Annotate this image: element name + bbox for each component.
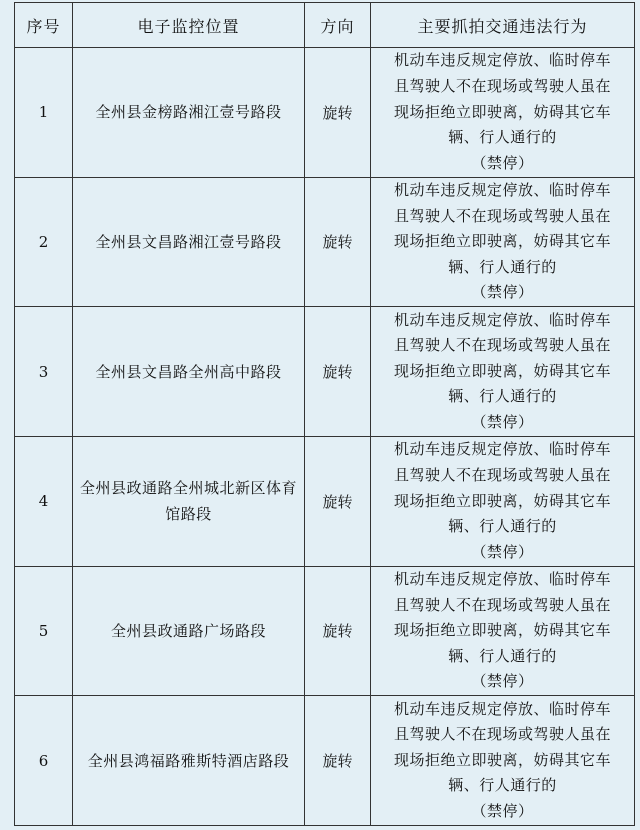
cell-direction: 旋转 [305,696,371,826]
violation-line: 机动车违反规定停放、临时停车 [393,181,611,199]
violation-line: 现场拒绝立即驶离，妨碍其它车 [393,361,611,380]
cell-no: 1 [15,48,73,178]
violation-line: 辆、行人通行的 [448,646,557,665]
violation-line: 辆、行人通行的 [448,387,557,406]
table-row [15,307,635,437]
violation-line: 且驾驶人不在现场或驾驶人虽在 [393,595,611,614]
violation-line: 机动车违反规定停放、临时停车 [393,569,611,588]
violation-line: 且驾驶人不在现场或驾驶人虽在 [393,336,611,355]
cell-direction: 旋转 [305,566,371,696]
violation-line: 机动车违反规定停放、临时停车 [393,699,611,718]
violation-line: 机动车违反规定停放、临时停车 [393,310,611,329]
violation-note: （禁停） [471,153,534,172]
table-row [15,177,635,307]
violation-note: （禁停） [471,672,534,691]
cell-location: 全州县金榜路湘江壹号路段 [73,48,305,178]
violation-note: （禁停） [471,413,534,432]
header-direction: 方向 [305,3,371,48]
cell-direction: 旋转 [305,307,371,437]
table-row [15,696,635,826]
violation-note: （禁停） [471,542,534,561]
enforcement-table [14,2,635,826]
cell-direction: 旋转 [305,177,371,307]
violation-line: 辆、行人通行的 [448,128,557,147]
cell-direction: 旋转 [305,436,371,566]
violation-line: 机动车违反规定停放、临时停车 [393,51,611,70]
violation-note: （禁停） [471,283,534,302]
cell-no: 2 [15,177,73,307]
cell-no: 5 [15,566,73,696]
table-row [15,436,635,566]
violation-line: 现场拒绝立即驶离，妨碍其它车 [393,621,611,640]
violation-line: 现场拒绝立即驶离，妨碍其它车 [393,491,611,510]
cell-no: 4 [15,436,73,566]
cell-no: 6 [15,696,73,826]
header-row [15,3,635,48]
violation-line: 现场拒绝立即驶离，妨碍其它车 [393,102,611,121]
violation-line: 且驾驶人不在现场或驾驶人虽在 [393,76,611,95]
violation-line: 且驾驶人不在现场或驾驶人虽在 [393,725,611,744]
cell-location: 全州县政通路全州城北新区体育馆路段 [73,436,305,566]
cell-no: 3 [15,307,73,437]
cell-direction: 旋转 [305,48,371,178]
cell-location: 全州县文昌路全州高中路段 [73,307,305,437]
cell-violation [371,436,635,566]
violation-note: （禁停） [471,802,534,821]
violation-line: 机动车违反规定停放、临时停车 [393,440,611,459]
cell-violation [371,177,635,307]
violation-line: 辆、行人通行的 [448,257,557,276]
cell-location: 全州县文昌路湘江壹号路段 [73,177,305,307]
header-no: 序号 [15,3,73,48]
violation-line: 现场拒绝立即驶离，妨碍其它车 [393,750,611,769]
cell-violation [371,307,635,437]
cell-location: 全州县政通路广场路段 [73,566,305,696]
cell-violation [371,696,635,826]
violation-line: 且驾驶人不在现场或驾驶人虽在 [393,206,611,225]
table-row [15,566,635,696]
violation-line: 现场拒绝立即驶离，妨碍其它车 [393,232,611,251]
table-row [15,48,635,178]
header-location: 电子监控位置 [73,3,305,48]
violation-line: 且驾驶人不在现场或驾驶人虽在 [393,465,611,484]
cell-violation [371,48,635,178]
violation-line: 辆、行人通行的 [448,517,557,536]
cell-location: 全州县鸿福路雅斯特酒店路段 [73,696,305,826]
violation-line: 辆、行人通行的 [448,776,557,795]
header-violation: 主要抓拍交通违法行为 [371,3,635,48]
cell-violation [371,566,635,696]
